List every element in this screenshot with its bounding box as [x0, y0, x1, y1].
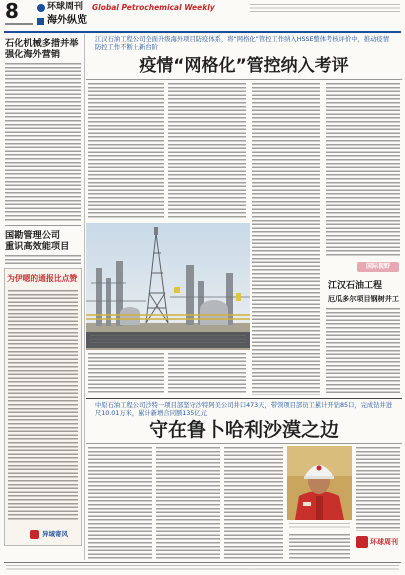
left-article-1-title-line-1: 石化机械多措并举	[5, 38, 79, 49]
photo-caption-text	[90, 335, 246, 345]
footer-info-line	[6, 565, 399, 570]
section-marker-icon	[37, 18, 44, 25]
story-1-column-1	[88, 83, 164, 220]
left-divider	[5, 225, 81, 226]
left-article-1-body	[5, 63, 81, 221]
story-1-headline: 疫情“网格化”管控纳入考评	[139, 56, 349, 76]
story-2-column-2	[156, 447, 220, 559]
left-article-2-title-line-1: 国勘管理公司	[5, 230, 61, 241]
story-2-column-1	[88, 447, 152, 559]
column-logo-icon	[30, 530, 39, 539]
weekly-logo-name: 环球周刊	[370, 538, 398, 546]
oilfield-photo	[86, 223, 250, 350]
brief-title-line-2: 厄瓜多尔项目钢树井工	[328, 294, 399, 303]
left-article-2-body	[5, 255, 81, 265]
feature-box-title: 为伊嗯的通报比点赞	[7, 274, 78, 283]
left-article-2-title	[5, 230, 83, 252]
left-article-2-title-line-2: 重识高效能项目	[5, 241, 70, 252]
editor-info-line	[250, 4, 400, 12]
story-1-column-2-lower	[168, 353, 246, 395]
story-divider	[86, 398, 402, 399]
story-1-column-3	[252, 83, 320, 395]
column-divider	[84, 34, 85, 560]
brief-title-line-1: 江汉石油工程	[328, 281, 383, 291]
feature-box-body	[8, 290, 78, 522]
header-rule	[4, 31, 401, 33]
story-1-column-2	[168, 83, 246, 220]
story-2-column-3	[224, 447, 283, 559]
story-2-lead: 中原石油工程公司沙特一项目部坚守沙特阿美公司井口473天，带领项目部员工累计开钻85口，完成钻井进尺10.01万米，累计新增合同额135亿元	[95, 402, 393, 417]
left-article-1-title	[5, 38, 83, 60]
story-1-rule	[86, 79, 402, 80]
story-1-lead: 江汉石油工程公司全面升级海外项目防疫体系，将“网格化”管控工作纳入HSSE整体考核评价中，推动疫情防控工作不断上新台阶	[95, 36, 389, 51]
story-2-column-3-lower	[289, 534, 350, 559]
left-article-1-title-line-2: 强化海外营销	[5, 49, 61, 60]
story-2-headline: 守在鲁卜哈利沙漠之边	[148, 419, 339, 441]
feature-box-column-label: 异域寄风	[42, 530, 68, 538]
page-number: 8	[5, 0, 19, 23]
footer-rule	[4, 562, 401, 563]
weekly-logo-icon	[356, 536, 368, 548]
portrait-caption	[289, 523, 350, 530]
story-2-rule	[86, 443, 402, 444]
brief-body	[326, 308, 400, 395]
paper-logo-icon	[37, 4, 45, 12]
story-1-column-1-lower	[88, 353, 164, 395]
story-2-column-4	[356, 447, 400, 531]
paper-name: 环球周刊	[47, 2, 84, 12]
issue-date-line	[5, 23, 33, 25]
section-title: 海外纵览	[47, 15, 87, 26]
story-1-column-4	[326, 83, 400, 257]
worker-portrait-photo	[287, 446, 352, 520]
brief-label: 国际视野	[357, 262, 399, 272]
paper-name-english: Global Petrochemical Weekly	[92, 3, 215, 12]
